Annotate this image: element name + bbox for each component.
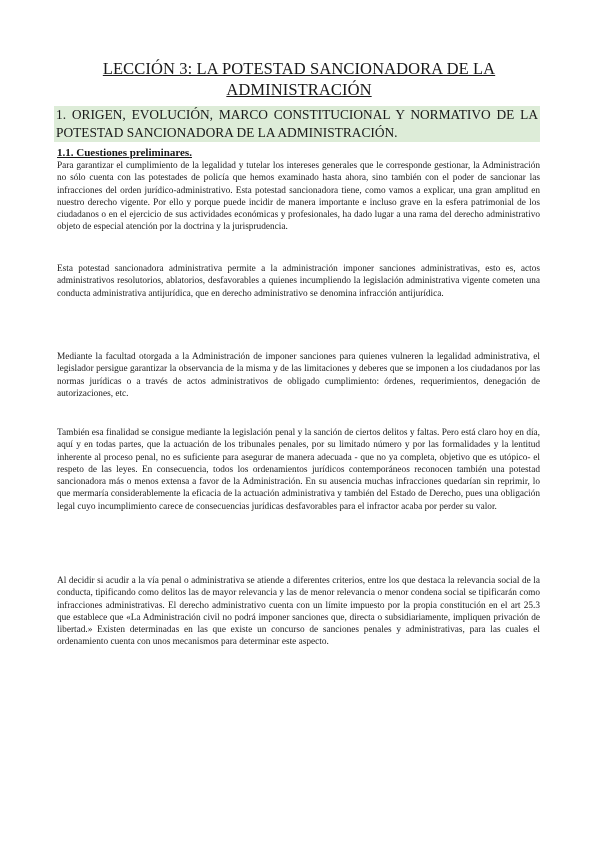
paragraph: Al decidir si acudir a la vía penal o administrativa se atiende a diferentes criterios, entre los que destaca la relevancia social de la conducta, tipificando como delitos las de mayor relevancia y las de menor relevancia o menor condena social se tipificarán como infracciones administrativas. El derecho administrativo cuenta con un límite impuesto por la propia constitución en el art 25.3 que establece que «La Administración civil no podrá imponer sanciones que, directa o subsidiariamente, impliquen privación de libertad.» Existen determinadas en las que existe un concurso de sanciones penales y administrativas, para las cuales el ordenamiento cuenta con unos mecanismos para determinar este aspecto. (57, 576, 540, 648)
paragraph: Esta potestad sancionadora administrativa permite a la administración imponer sanciones administrativas, esto es, actos administrativos resolutorios, ablatorios, desfavorables a quienes incumpliendo la legislación administrativa vigente cometen una conducta administrativa antijurídica, que en derecho administrativo se denomina infracción antijurídica. (57, 264, 540, 299)
paragraph: También esa finalidad se consigue mediante la legislación penal y la sanción de ciertos delitos y faltas. Pero está claro hoy en día, aquí y en todas partes, que la actuación de los tribunales penales, por su limitado número y por las formalidades y la lentitud inherente al proceso penal, no es suficiente para asegurar de manera adecuada - que no ya completa, objetivo que es utópico- el respeto de las leyes. En consecuencia, todos los ordenamientos jurídicos contemporáneos reconocen también una potestad sancionadora más o menos extensa a favor de la Administración. En su ausencia muchas infracciones quedarían sin reprimir, lo que mermaría considerablemente la eficacia de la actuación administrativa y también del Estado de Derecho, pues una obligación legal cuyo incumplimiento carece de consecuencias jurídicas desfavorables para el infractor acaba por perder su valor. (57, 428, 540, 512)
section-heading: 1. ORIGEN, EVOLUCIÓN, MARCO CONSTITUCIONAL Y NORMATIVO DE LA POTESTAD SANCIONADORA DE LA ADMINISTRACIÓN. (56, 107, 538, 140)
paragraph: Para garantizar el cumplimiento de la legalidad y tutelar los intereses generales que le corresponde gestionar, la Administración no sólo cuenta con las potestades de policía que hemos examinado hasta ahora, sino también con el poder de sancionar las infracciones del orden jurídico-administrativo. Esta potestad sancionadora tiene, como vamos a explicar, una gran amplitud en nuestro derecho vigente. Por ello y porque puede incidir de manera importante e incluso grave en la esfera patrimonial de los ciudadanos o en el ejercicio de sus actividades económicas y profesionales, ha dado lugar a una rama del derecho administrativo objeto de especial atención por la doctrina y la jurisprudencia. (57, 161, 540, 233)
subsection-heading: 1.1. Cuestiones preliminares. (57, 147, 192, 159)
lesson-title: LECCIÓN 3: LA POTESTAD SANCIONADORA DE LA ADMINISTRACIÓN (102, 59, 496, 99)
paragraph: Mediante la facultad otorgada a la Administración de imponer sanciones para quienes vulneren la legalidad administrativa, el legislador persigue garantizar la observancia de la misma y de las limitaciones y deberes que se imponen a los ciudadanos por las normas jurídicas o a través de actos administrativos de obligado cumplimiento: órdenes, requerimientos, denegación de autorizaciones, etc. (57, 352, 540, 399)
